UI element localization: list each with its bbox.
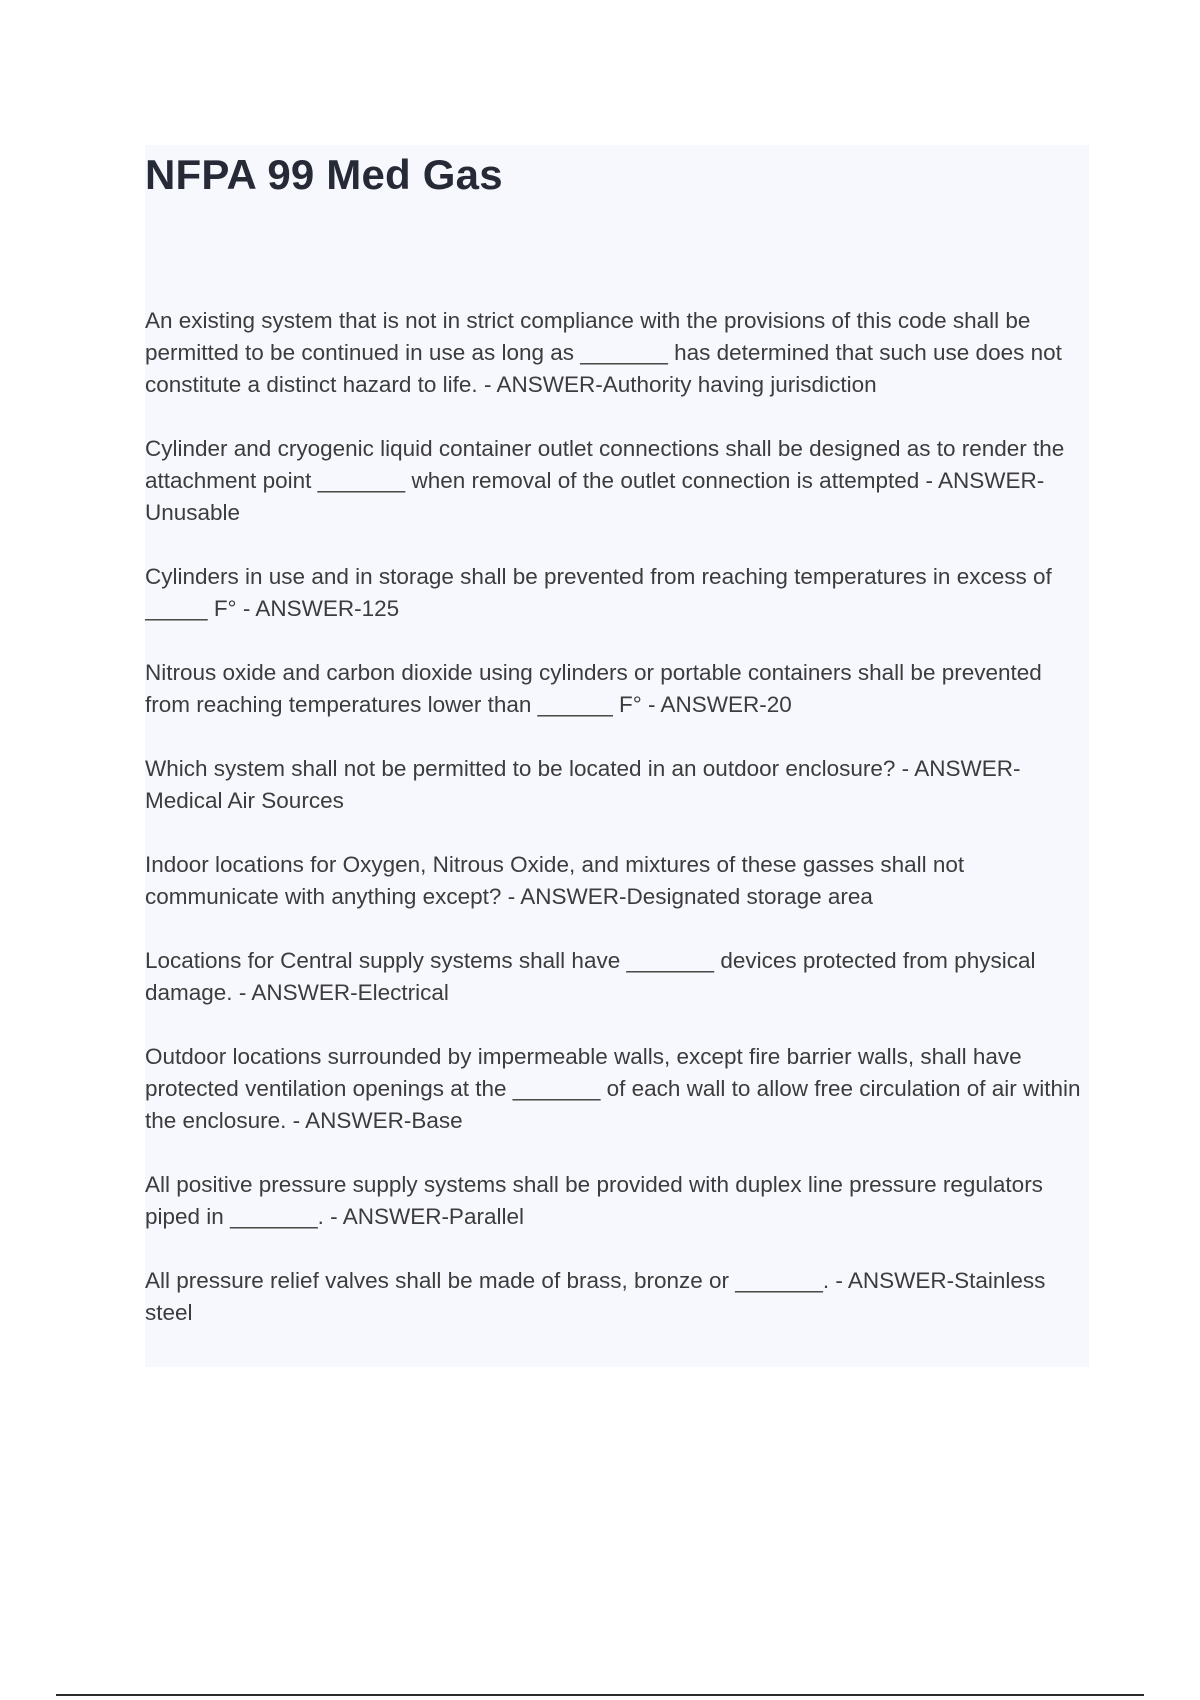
qa-item: [145, 1041, 1089, 1137]
answer-text: ANSWER-20: [660, 692, 792, 717]
question-text: All pressure relief valves shall be made of brass, bronze or _______.: [145, 1268, 830, 1293]
question-text: Which system shall not be permitted to be located in an outdoor enclosure?: [145, 756, 896, 781]
answer-text: ANSWER-Unusable: [145, 468, 1045, 525]
answer-separator: -: [919, 468, 939, 493]
answer-separator: -: [232, 980, 252, 1005]
answer-text: ANSWER-Stainless steel: [145, 1268, 1046, 1325]
question-text: An existing system that is not in strict compliance with the provisions of this code shall be permitted to be continued in use as long as _______ has determined that such use does not constitute a distinct hazard to life.: [145, 308, 1062, 397]
page-title: NFPA 99 Med Gas: [145, 151, 503, 198]
document-page: [145, 145, 1089, 1367]
question-text: Cylinders in use and in storage shall be prevented from reaching temperatures in excess of _____ F°: [145, 564, 1052, 621]
answer-separator: -: [641, 692, 661, 717]
answer-separator: -: [895, 756, 915, 781]
answer-separator: -: [236, 596, 256, 621]
qa-item: [145, 657, 1089, 721]
question-text: Outdoor locations surrounded by impermeable walls, except fire barrier walls, shall have protected ventilation openings at the _______ of each wall to allow free circulation of air within the enclosure.: [145, 1044, 1081, 1133]
qa-item: [145, 561, 1089, 625]
answer-text: ANSWER-125: [255, 596, 400, 621]
answer-separator: -: [323, 1204, 343, 1229]
qa-item: [145, 945, 1089, 1009]
qa-list: [145, 305, 1089, 1361]
answer-separator: -: [477, 372, 497, 397]
footer-divider: [56, 1694, 1144, 1696]
answer-text: ANSWER-Electrical: [251, 980, 449, 1005]
answer-separator: -: [286, 1108, 306, 1133]
question-text: Indoor locations for Oxygen, Nitrous Oxide, and mixtures of these gasses shall not communicate with anything except?: [145, 852, 965, 909]
qa-item: [145, 1265, 1089, 1329]
answer-text: ANSWER-Designated storage area: [520, 884, 873, 909]
qa-item: [145, 433, 1089, 529]
answer-text: ANSWER-Base: [305, 1108, 463, 1133]
qa-item: [145, 305, 1089, 401]
qa-item: [145, 1169, 1089, 1233]
answer-separator: -: [829, 1268, 848, 1293]
question-text: All positive pressure supply systems shall be provided with duplex line pressure regulators piped in _______.: [145, 1172, 1043, 1229]
qa-item: [145, 849, 1089, 913]
answer-separator: -: [501, 884, 521, 909]
answer-text: ANSWER-Parallel: [342, 1204, 524, 1229]
question-text: Cylinder and cryogenic liquid container outlet connections shall be designed as to render the attachment point _______ when removal of the outlet connection is attempted: [145, 436, 1065, 493]
answer-text: ANSWER-Medical Air Sources: [145, 756, 1021, 813]
question-text: Nitrous oxide and carbon dioxide using cylinders or portable containers shall be prevented from reaching temperatures lower than ______ F°: [145, 660, 1042, 717]
qa-item: [145, 753, 1089, 817]
answer-text: ANSWER-Authority having jurisdiction: [496, 372, 877, 397]
question-text: Locations for Central supply systems shall have _______ devices protected from physical damage.: [145, 948, 1036, 1005]
